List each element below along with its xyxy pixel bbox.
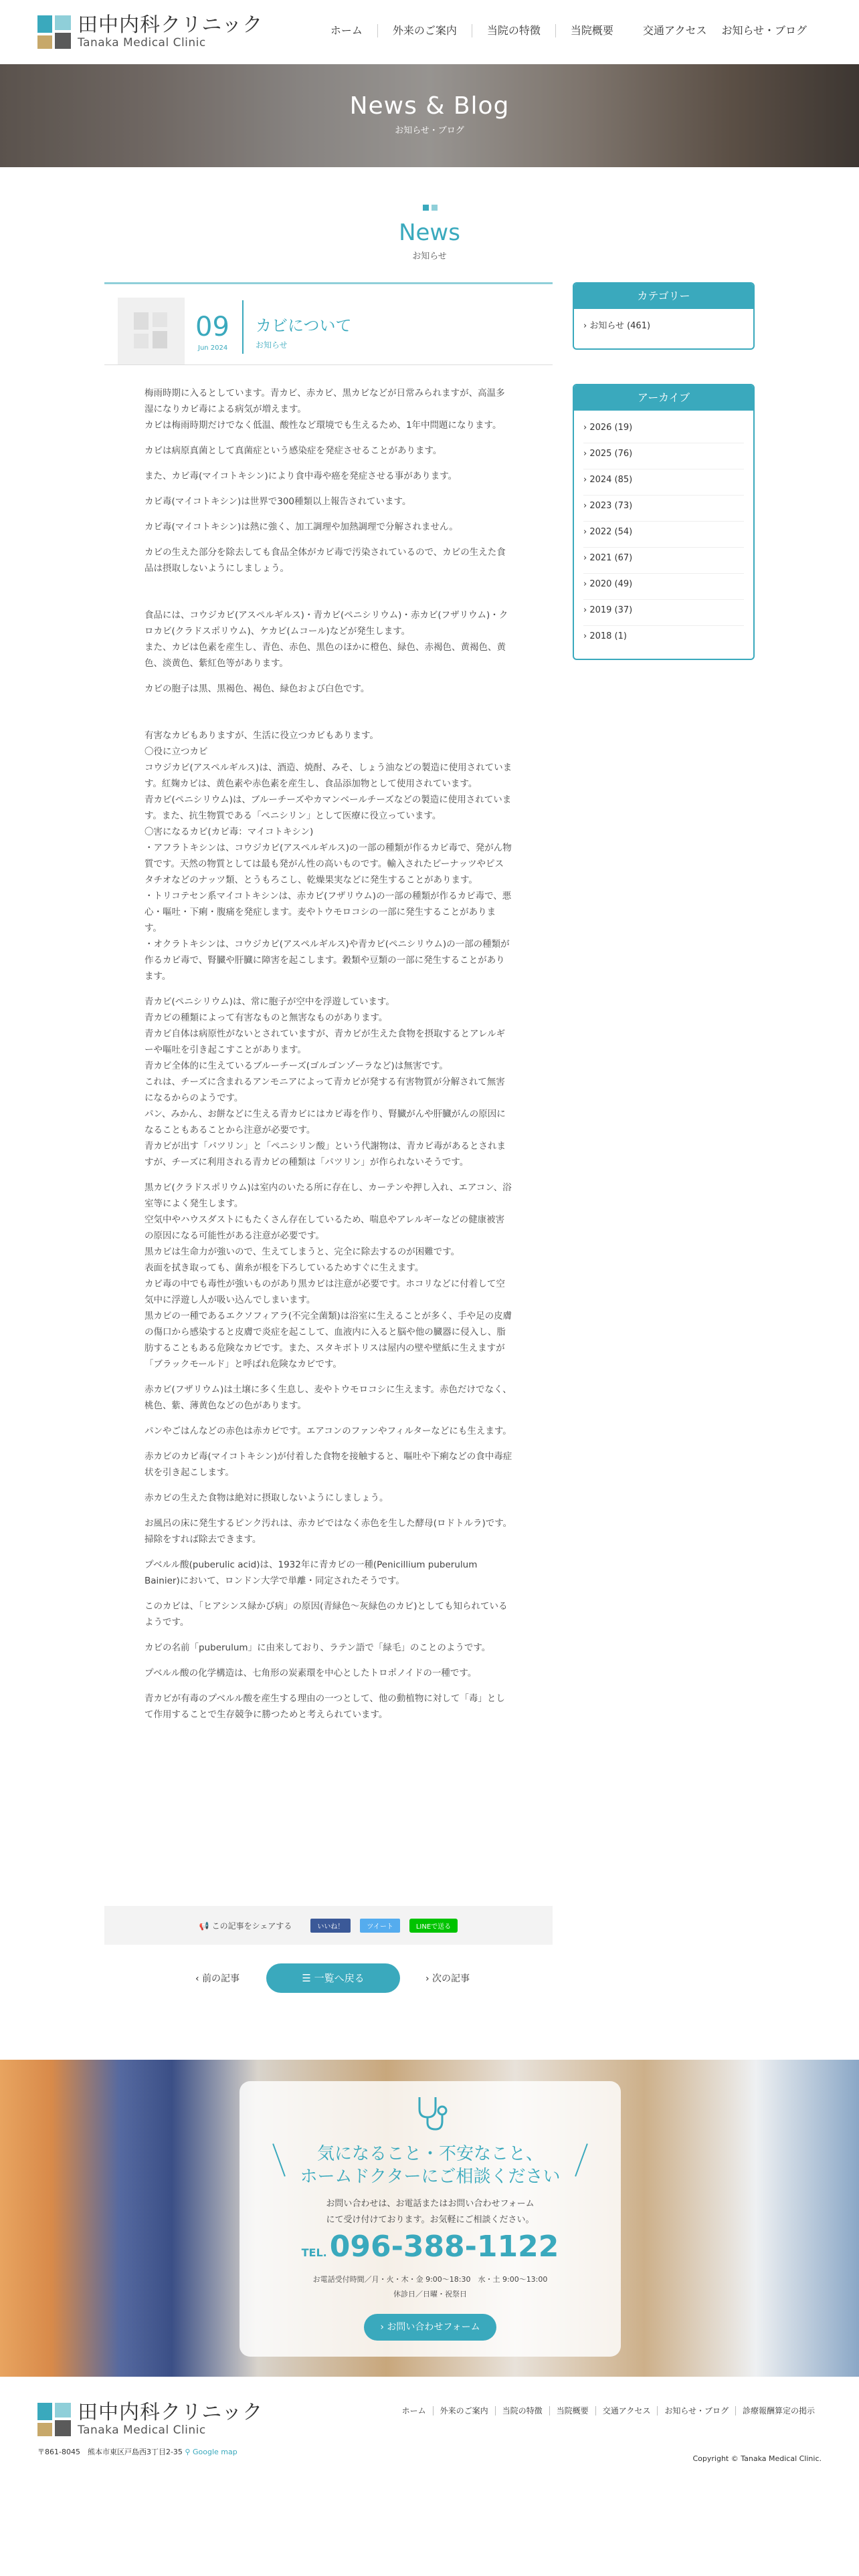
article-pager xyxy=(104,1961,553,1994)
article-header xyxy=(104,282,553,365)
section-subtitle: お知らせ xyxy=(412,251,447,261)
footer-nav-item[interactable]: 当院の特徴 xyxy=(495,2406,549,2416)
nav-features[interactable]: 当院の特徴 xyxy=(472,24,555,37)
reception-hours: お電話受付時間／月・火・木・金 9:00～18:30 水・土 9:00～13:00 xyxy=(312,2275,548,2284)
chevron-right-icon: › xyxy=(583,527,590,537)
archive-item-label: 2020 (49) xyxy=(589,579,633,589)
article-paragraph: プベルル酸の化学構造は、七角形の炭素環を中心としたトロポノイドの一種です。 xyxy=(145,1668,477,1679)
hero-title: News & Blog xyxy=(349,92,510,120)
article-paragraph: 赤カビの生えた食物は絶対に摂取しないようにしましょう。 xyxy=(145,1493,389,1503)
hero-banner xyxy=(0,64,859,167)
article-paragraph: 青カビ(ペニシリウム)は、常に胞子が空中を浮遊しています。 青カビの種類によって有害なものと無害なものがあります。 青カビ自体は病原性がないとされていますが、青カビが生えた食物を摂取するとアレルギーや嘔吐を引き起こすことがあります。 青カビ全体的に生えているブルーチーズ(ゴルゴンゾーラなど)は無害です。 これは、チーズに含まれるアンモニアによって青カビが発する有害物質が分解されて無害になるからのようです。 パン、みかん、お餅などに生える青カビにはカビ毒を作り、腎臓がんや肝臓がんの原因になることもあることから注意が必要です。 青カビが出す「パツリン」と「ペニシリン酸」という代謝物は、青カビ毒があるとされますが、チーズに利用される青カビの種類は「パツリン」が作られないそうです。 xyxy=(145,996,506,1168)
article-thumbnail xyxy=(118,298,185,364)
closed-days: 休診日／日曜・祝祭日 xyxy=(393,2290,467,2298)
article-month-year: Jun 2024 xyxy=(198,344,228,352)
chevron-right-icon: › xyxy=(583,475,590,485)
article-paragraph: カビの生えた部分を除去しても食品全体がカビ毒で汚染されているので、カビの生えた食品は摂取しないようにしましょう。 xyxy=(145,547,506,574)
chevron-right-icon: › xyxy=(583,423,590,433)
footer-nav-item[interactable]: 外来のご案内 xyxy=(433,2406,495,2416)
line-send-button[interactable]: LINEで送る xyxy=(409,1919,458,1933)
clinic-logo[interactable] xyxy=(37,15,263,49)
article-paragraph: 赤カビのカビ毒(マイコトキシン)が付着した食物を接触すると、嘔吐や下痢などの食中毒症状を引き起こします。 xyxy=(145,1451,512,1478)
archive-item[interactable] xyxy=(583,574,744,600)
article-category[interactable]: お知らせ xyxy=(256,340,288,350)
archive-item[interactable] xyxy=(583,522,744,548)
archive-item[interactable] xyxy=(583,443,744,469)
article-paragraph: また、カビ毒(マイコトキシン)により食中毒や癌を発症させる事があります。 xyxy=(145,471,458,481)
article-paragraph: 青カビが有毒のプベルル酸を産生する理由の一つとして、他の動植物に対して「毒」として作用することで生存競争に勝つためと考えられています。 xyxy=(145,1693,505,1720)
map-pin-icon: ⚲ xyxy=(185,2448,191,2456)
archive-item-label: 2023 (73) xyxy=(589,501,633,511)
article-paragraph: 梅雨時期に入るとしています。青カビ、赤カビ、黒カビなどが日常みられますが、高温多湿になりカビ毒による病気が増えます。 カビは梅雨時期だけでなく低温、酸性など環境でも生えるため、1年中問題になります。 xyxy=(145,388,505,431)
article-paragraph: カビの名前「puberulum」に由来しており、ラテン語で「緑毛」のことのようです。 xyxy=(145,1642,491,1653)
footer-logo-english: Tanaka Medical Clinic xyxy=(78,2424,206,2437)
footer-nav-item[interactable]: 当院概要 xyxy=(549,2406,595,2416)
category-item[interactable] xyxy=(583,316,744,342)
footer-logo-japanese: 田中内科クリニック xyxy=(78,2401,264,2424)
archive-item[interactable] xyxy=(583,496,744,522)
article-paragraph: 黒カビ(クラドスポリウム)は室内のいたる所に存在し、カーテンや押し入れ、エアコン、浴室等によく発生します。 空気中やハウスダストにもたくさん存在しているため、喘息やアレルギーなどの健康被害の原因になる可能性がある注意が必要です。 黒カビは生命力が強いので、生えてしまうと、完全に除去するのが困難です。 表面を拭き取っても、菌糸が根を下ろしているためすぐに生えます。 カビ毒の中でも毒性が強いものがあり黒カビは注意が必要です。ホコリなどに付着して空気中に浮遊し人が吸い込んでしまいます。 黒カビの一種であるエクソフィアラ(不完全菌類)は浴室に生えることが多く、手や足の皮膚の傷口から感染すると皮膚で炎症を起こして、血液内に入ると脳や他の臓器に侵入し、脂肪することもある危険なカビです。また、スタキボトリスは屋内の壁や壁紙に生えますが「ブラックモールド」と呼ばれ危険なカビです。 xyxy=(145,1182,512,1370)
chevron-right-icon: › xyxy=(583,501,590,511)
archive-item-label: 2026 (19) xyxy=(589,423,633,433)
contact-section xyxy=(0,2060,859,2377)
contact-heading-line2: ホームドクターにご相談ください xyxy=(300,2167,561,2187)
footer-nav-item[interactable]: お知らせ・ブログ xyxy=(657,2406,735,2416)
footer-nav xyxy=(395,2406,822,2416)
contact-heading-line1: 気になること・不安なこと、 xyxy=(316,2144,543,2164)
archive-item[interactable] xyxy=(583,469,744,496)
facebook-like-button[interactable]: いいね！ xyxy=(310,1919,351,1933)
category-heading: カテゴリー xyxy=(574,284,753,309)
site-footer xyxy=(0,2377,859,2576)
archive-item-label: 2025 (76) xyxy=(589,449,633,459)
article-paragraph: カビは病原真菌として真菌症という感染症を発症させることがあります。 xyxy=(145,445,442,456)
prev-article-link[interactable]: ‹ 前の記事 xyxy=(195,1973,240,1984)
article-body xyxy=(104,365,553,1723)
chevron-right-icon: › xyxy=(583,449,590,459)
article-paragraph: カビ毒(マイコトキシン)は世界で300種類以上報告されています。 xyxy=(145,496,411,507)
footer-nav-item[interactable]: ホーム xyxy=(401,2406,426,2416)
contact-form-button[interactable]: › お問い合わせフォーム xyxy=(364,2314,496,2341)
article-paragraph: 赤カビ(フザリウム)は土壌に多く生息し、麦やトウモロコシに生えます。赤色だけでなく、桃色、紫、薄黄色などの色があります。 xyxy=(145,1384,512,1411)
category-list xyxy=(574,309,753,348)
archive-item[interactable] xyxy=(583,548,744,574)
archive-item-label: 2024 (85) xyxy=(589,475,633,485)
article-paragraph: カビの胞子は黒、黒褐色、褐色、緑色および白色です。 xyxy=(145,683,370,694)
share-label: 📢 この記事をシェアする xyxy=(199,1921,292,1931)
chevron-right-icon: › xyxy=(583,631,590,641)
category-box xyxy=(573,282,755,350)
google-map-link[interactable]: Google map xyxy=(192,2448,237,2456)
hero-subtitle: お知らせ・ブログ xyxy=(395,126,464,136)
archive-item[interactable] xyxy=(583,600,744,626)
article-day: 09 xyxy=(195,312,229,342)
contact-note-line2: にて受け付けております。お気軽にご相談ください。 xyxy=(326,2215,535,2225)
chevron-right-icon: › xyxy=(583,553,590,563)
main-nav xyxy=(316,24,822,37)
archive-item-label: 2021 (67) xyxy=(589,553,633,563)
site-header xyxy=(0,0,859,64)
article-paragraph: パンやごはんなどの赤色は赤カビです。エアコンのファンやフィルターなどにも生えます。 xyxy=(145,1426,512,1436)
archive-list xyxy=(574,411,753,659)
logo-mark-icon xyxy=(37,15,71,49)
back-to-list-button[interactable]: ☰ 一覧へ戻る xyxy=(266,1963,400,1993)
archive-item-label: 2018 (1) xyxy=(589,631,627,641)
article xyxy=(104,282,553,1732)
next-article-link[interactable]: › 次の記事 xyxy=(425,1973,470,1984)
footer-nav-item[interactable]: 診療報酬算定の掲示 xyxy=(735,2406,822,2416)
archive-item[interactable] xyxy=(583,626,744,652)
nav-overview[interactable]: 当院概要 xyxy=(555,24,628,37)
share-bar xyxy=(104,1906,553,1945)
stethoscope-icon xyxy=(410,2095,450,2132)
chevron-right-icon: › xyxy=(583,579,590,589)
category-item-label: お知らせ (461) xyxy=(589,321,651,331)
phone-number[interactable]: TEL.096-388-1122 xyxy=(301,2230,559,2264)
date-divider xyxy=(242,300,244,354)
nav-access[interactable]: 交通アクセス xyxy=(642,24,707,37)
copyright: Copyright © Tanaka Medical Clinic. xyxy=(692,2454,822,2463)
article-paragraph: プベルル酸(puberulic acid)は、1932年に青カビの一種(Penicillium puberulum Bainier)において、ロンドン大学で単離・同定されたそうです。 xyxy=(145,1560,480,1586)
nav-news-blog[interactable]: お知らせ・ブログ xyxy=(721,24,807,37)
chevron-right-icon: › xyxy=(583,321,590,331)
article-paragraph: このカビは、「ヒアシンス緑かび病」の原因(青緑色～灰緑色のカビ)としても知られているようです。 xyxy=(145,1601,508,1628)
section-dots-icon xyxy=(423,205,438,211)
article-paragraph: 有害なカビもありますが、生活に役立つカビもあります。 〇役に立つカビ コウジカビ(アスペルギルス)は、酒造、焼酎、みそ、しょう油などの製造に使用されています。紅麹カビは、黄色素や赤色素を産生し、食品添加物として使用されています。 青カビ(ペニシリウム)は、ブルーチーズやカマンベールチーズなどの製造に使用されています。また、抗生物質である「ペニシリン」として医療に役立っています。 〇害になるカビ(カビ毒：マイコトキシン) ・アフラトキシンは、コウジカビ(アスペルギルス)の一部の種類が作るカビ毒で、発がん物質です。天然の物質としては最も発がん性の高いものです。輸入されたピーナッツやピスタチオなどのナッツ類、とうもろこし、乾燥果実などに発生することがあります。 ・トリコテセン系マイコトキシンは、赤カビ(フザリウム)の一部の種類が作るカビ毒で、悪心・嘔吐・下痢・腹痛を発症します。麦やトウモロコシの一部に発生することがあります。 ・オクラトキシンは、コウジカビ(アスペルギルス)や青カビ(ペニシリウム)の一部の種類が作るカビ毒で、腎臓や肝臓に障害を起こします。穀類や豆類の一部に発生することがあります。 xyxy=(145,730,512,982)
archive-item-label: 2022 (54) xyxy=(589,527,633,537)
nav-outpatient[interactable]: 外来のご案内 xyxy=(377,24,472,37)
footer-logo-mark-icon xyxy=(37,2403,71,2436)
archive-item-label: 2019 (37) xyxy=(589,605,633,615)
logo-japanese: 田中内科クリニック xyxy=(78,13,264,37)
archive-box xyxy=(573,384,755,660)
footer-logo[interactable] xyxy=(37,2402,263,2437)
contact-panel xyxy=(240,2081,621,2357)
nav-home[interactable]: ホーム xyxy=(330,24,363,37)
chevron-right-icon: › xyxy=(583,605,590,615)
footer-address: 〒861-8045 熊本市東区戸島西3丁目2-35 ⚲ Google map xyxy=(37,2448,237,2456)
logo-english: Tanaka Medical Clinic xyxy=(78,36,206,49)
section-title: News xyxy=(399,219,460,246)
twitter-tweet-button[interactable]: ツイート xyxy=(360,1919,400,1933)
article-title: カビについて xyxy=(256,316,352,335)
contact-note-line1: お問い合わせは、お電話またはお問い合わせフォーム xyxy=(326,2199,535,2209)
article-paragraph: お風呂の床に発生するピンク汚れは、赤カビではなく赤色を生した酵母(ロドトルラ)です。掃除をすれば除去できます。 xyxy=(145,1518,512,1545)
archive-heading: アーカイブ xyxy=(574,385,753,411)
footer-nav-item[interactable]: 交通アクセス xyxy=(595,2406,658,2416)
archive-item[interactable] xyxy=(583,417,744,443)
article-paragraph: カビ毒(マイコトキシン)は熱に強く、加工調理や加熱調理で分解されません。 xyxy=(145,522,458,532)
article-paragraph: 食品には、コウジカビ(アスペルギルス)・青カビ(ペニシリウム)・赤カビ(フザリウム)・クロカビ(クラドスポリウム)、ケカビ(ムコール)などが発生します。 また、カビは色素を産生し、青色、赤色、黒色のほかに橙色、緑色、赤褐色、黄褐色、黄色、淡黄色、紫紅色等があります。 xyxy=(145,610,508,669)
